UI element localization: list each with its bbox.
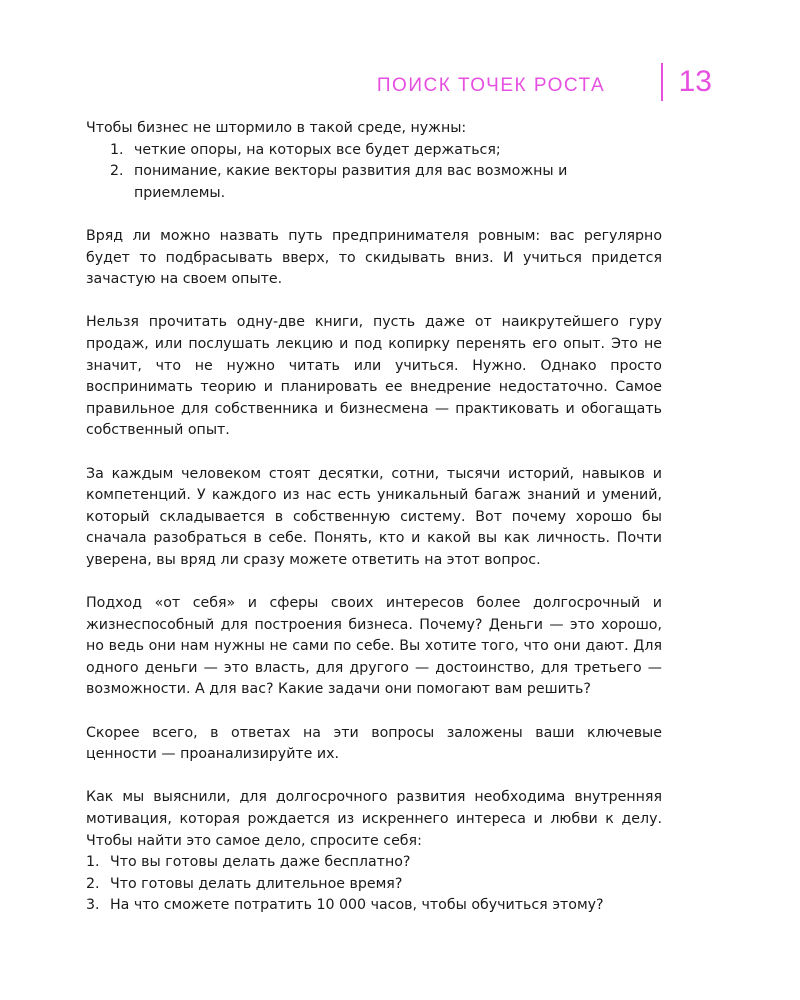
list-item-number: 1. xyxy=(86,854,100,871)
list-item-text: На что сможете потратить 10 000 часов, чтобы обучиться этому? xyxy=(110,897,604,914)
list-item-text: понимание, какие векторы развития для вас возможны и приемлемы. xyxy=(134,163,568,201)
list-requirements xyxy=(86,140,662,205)
paragraph: За каждым человеком стоят десятки, сотни, тысячи историй, навыков и компетенций. У каждого из нас есть уникальный багаж знаний и умений, который складывается в собственную систему. Вот почему хорошо бы сначала разобраться в себе. Понять, кто и какой вы как личность. Почти уверена, вы вряд ли сразу можете ответить на этот вопрос. xyxy=(86,465,662,568)
list-item-number: 2. xyxy=(110,163,124,180)
paragraph: Нельзя прочитать одну-две книги, пусть даже от наикрутейшего гуру продаж, или послушать лекцию и под копирку перенять его опыт. Это не значит, что не нужно читать или учиться. Нужно. Однако просто воспринимать теорию и планировать ее внедрение недостаточно. Самое правильное для собственника и бизнесмена — практиковать и обогащать собственный опыт. xyxy=(86,314,662,439)
page-body xyxy=(86,118,662,917)
paragraph: Как мы выяснили, для долгосрочного развития необходима внутренняя мотивация, которая рождается из искреннего интереса и любви к делу. Чтобы найти это самое дело, спросите себя: xyxy=(86,789,662,849)
list-item-text: Что готовы делать длительное время? xyxy=(110,875,403,892)
list-item-number: 2. xyxy=(86,875,100,892)
list-item-text: четкие опоры, на которых все будет держаться; xyxy=(134,141,501,158)
list-item xyxy=(110,161,662,204)
list-item xyxy=(86,852,662,874)
list-item-number: 1. xyxy=(110,141,124,158)
list-item-number: 3. xyxy=(86,897,100,914)
list-item-text: Что вы готовы делать даже бесплатно? xyxy=(110,854,411,871)
header-divider xyxy=(661,63,663,101)
paragraph-intro: Чтобы бизнес не штормило в такой среде, нужны: xyxy=(86,120,467,136)
paragraph: Подход «от себя» и сферы своих интересов более долгосрочный и жизнеспособный для построения бизнеса. Почему? Деньги — это хорошо, но ведь они нам нужны не сами по себе. Вы хотите того, что они дают. Для одного деньги — это власть, для другого — достоинство, для третьего — возможности. А для вас? Какие задачи они помогают вам решить? xyxy=(86,595,662,698)
paragraph: Скорее всего, в ответах на эти вопросы заложены ваши ключевые ценности — проанализируйте их. xyxy=(86,724,662,763)
list-item xyxy=(110,140,662,162)
page-header xyxy=(377,62,712,102)
paragraph: Вряд ли можно назвать путь предпринимателя ровным: вас регулярно будет то подбрасывать вверх, то скидывать вниз. И учиться придется зачастую на своем опыте. xyxy=(86,227,662,288)
list-questions xyxy=(86,852,662,917)
list-item xyxy=(86,895,662,917)
page-number: 13 xyxy=(678,65,712,98)
list-item xyxy=(86,874,662,896)
section-title: ПОИСК ТОЧЕК РОСТА xyxy=(376,75,606,96)
